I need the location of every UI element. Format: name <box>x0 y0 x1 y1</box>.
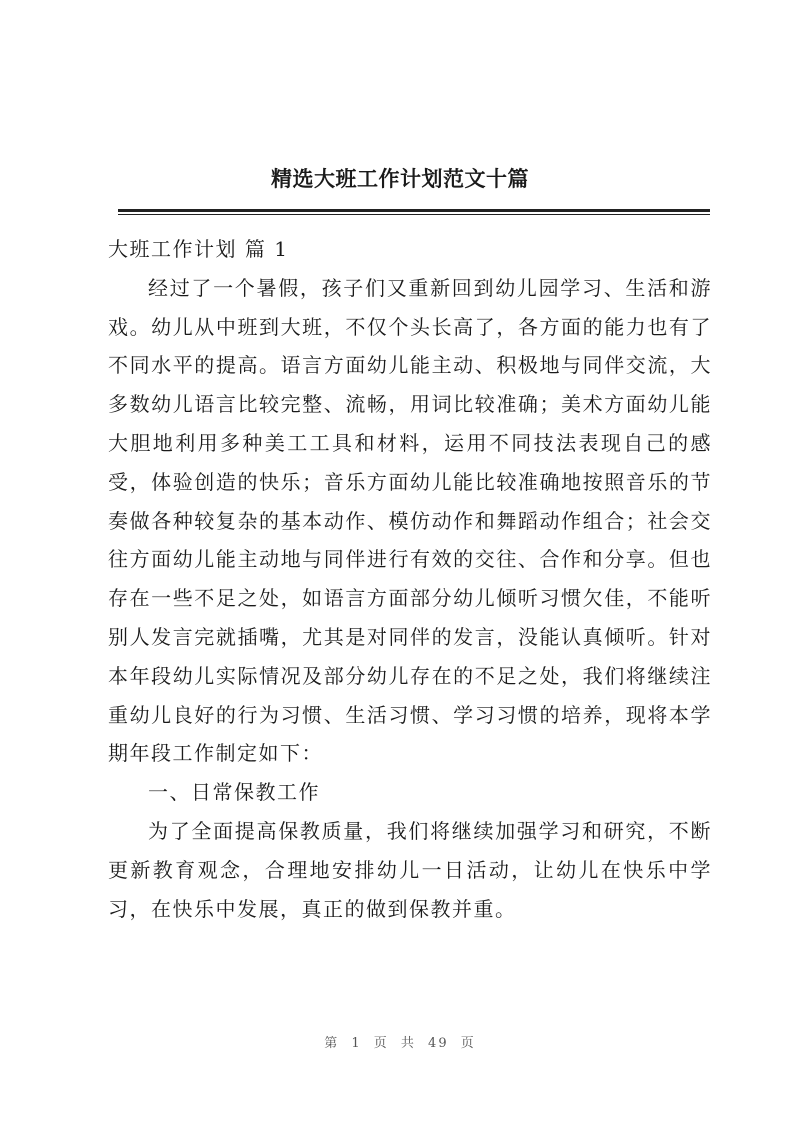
section-subheading: 大班工作计划 篇 1 <box>108 237 289 261</box>
title-underline-thin <box>118 214 710 215</box>
body-paragraph: 为了全面提高保教质量，我们将继续加强学习和研究，不断更新教育观念，合理地安排幼儿一日活动，让幼儿在快乐中学习，在快乐中发展，真正的做到保教并重。 <box>108 818 712 921</box>
page-footer: 第 1 页 共 49 页 <box>324 1036 476 1051</box>
section-heading-daily-care: 一、日常保教工作 <box>148 780 320 805</box>
body-paragraph: 经过了一个暑假，孩子们又重新回到幼儿园学习、生活和游戏。幼儿从中班到大班，不仅个头长高了，各方面的能力也有了不同水平的提高。语言方面幼儿能主动、积极地与同伴交流，大多数幼儿语言比较完整、流畅，用词比较准确；美术方面幼儿能大胆地利用多种美工工具和材料，运用不同技法表现自己的感受，体验创造的快乐；音乐方面幼儿能比较准确地按照音乐的节奏做各种较复杂的基本动作、模仿动作和舞蹈动作组合；社会交往方面幼儿能主动地与同伴进行有效的交往、合作和分享。但也存在一些不足之处，如语言方面部分幼儿倾听习惯欠佳，不能听别人发言完就插嘴，尤其是对同伴的发言，没能认真倾听。针对本年段幼儿实际情况及部分幼儿存在的不足之处，我们将继续注重幼儿良好的行为习惯、生活习惯、学习习惯的培养，现将本学期年段工作制定如下： <box>108 275 712 766</box>
document-body <box>108 230 712 928</box>
title-underline-thick <box>118 209 710 212</box>
document-title: 精选大班工作计划范文十篇 <box>271 166 529 191</box>
